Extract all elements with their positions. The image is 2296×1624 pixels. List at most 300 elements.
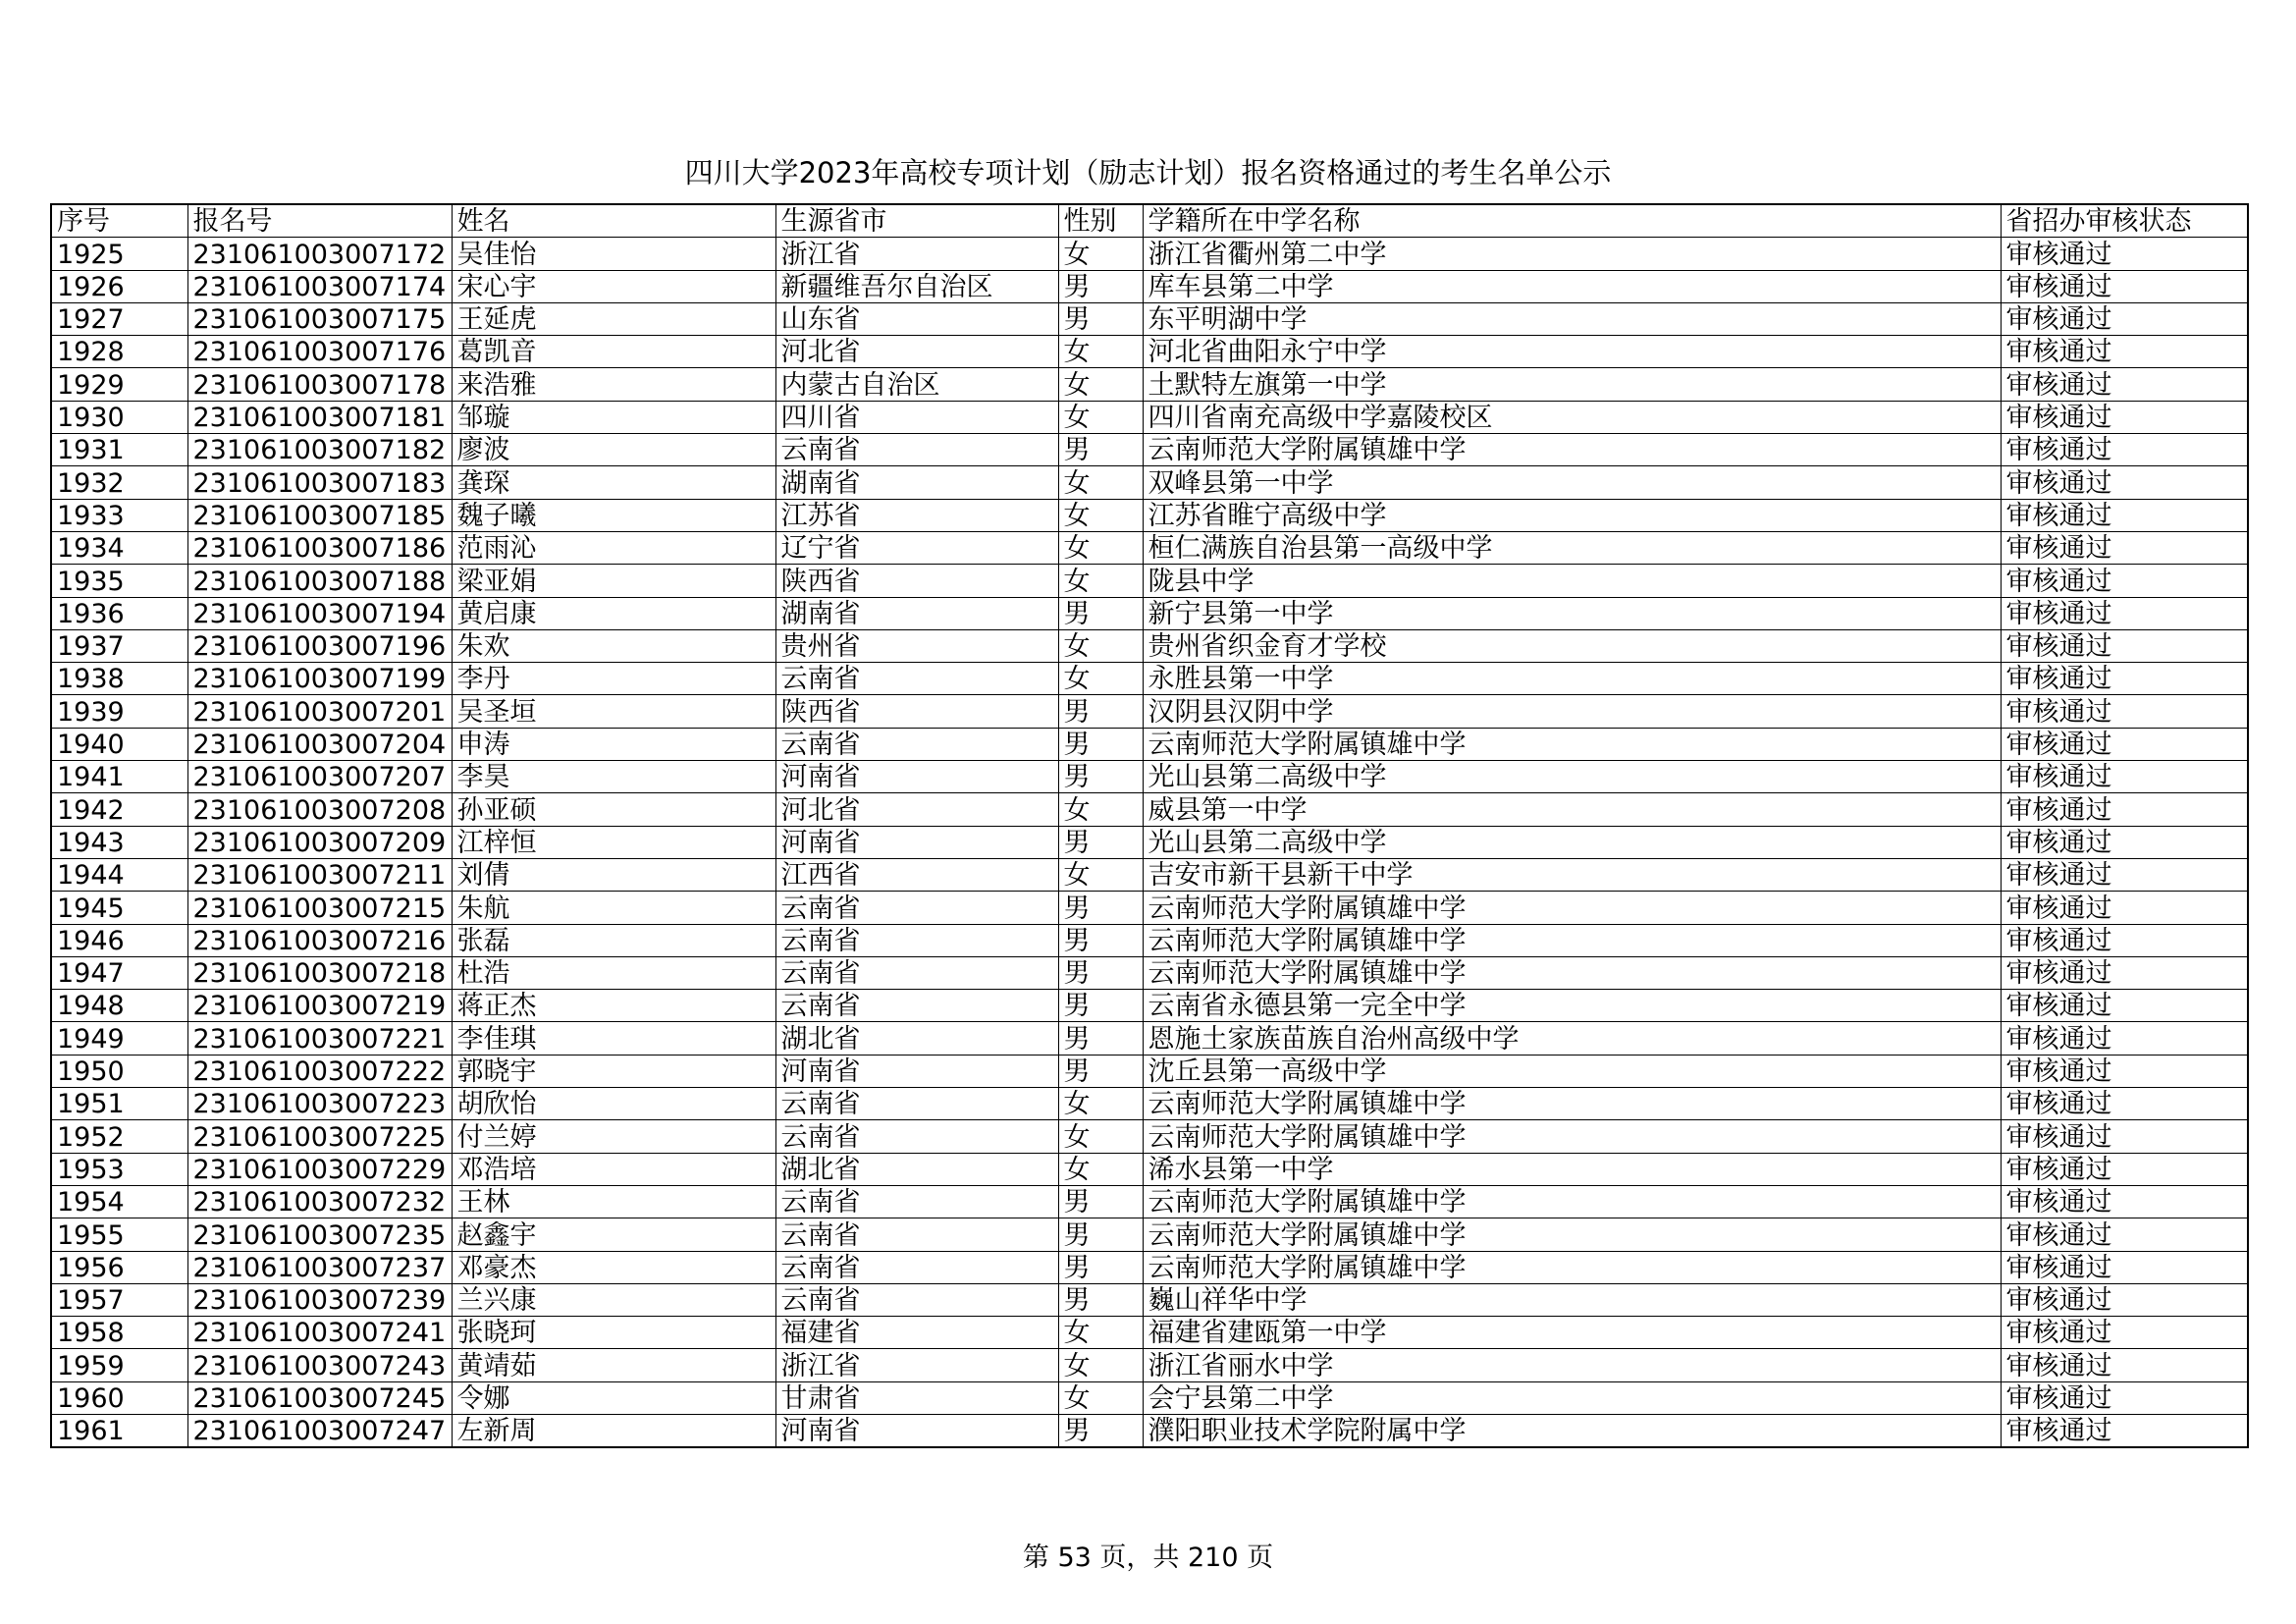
cell-registration-number: 231061003007176 — [187, 336, 452, 368]
cell-review-status: 审核通过 — [2001, 1055, 2248, 1087]
cell-review-status: 审核通过 — [2001, 1153, 2248, 1185]
cell-review-status: 审核通过 — [2001, 826, 2248, 858]
cell-review-status: 审核通过 — [2001, 1414, 2248, 1447]
table-row — [51, 924, 2248, 956]
cell-province: 云南省 — [775, 1088, 1058, 1120]
cell-name: 胡欣怡 — [452, 1088, 775, 1120]
header-gender: 性别 — [1058, 204, 1143, 238]
cell-gender: 女 — [1058, 499, 1143, 531]
cell-review-status: 审核通过 — [2001, 956, 2248, 989]
cell-province: 江苏省 — [775, 499, 1058, 531]
cell-review-status: 审核通过 — [2001, 761, 2248, 793]
cell-review-status: 审核通过 — [2001, 1218, 2248, 1251]
cell-name: 孙亚硕 — [452, 793, 775, 826]
cell-registration-number: 231061003007218 — [187, 956, 452, 989]
cell-school: 光山县第二高级中学 — [1143, 826, 2001, 858]
cell-province: 辽宁省 — [775, 531, 1058, 564]
cell-name: 梁亚娟 — [452, 565, 775, 597]
cell-name: 蒋正杰 — [452, 990, 775, 1022]
table-row — [51, 663, 2248, 695]
table-row — [51, 238, 2248, 270]
table-row — [51, 956, 2248, 989]
cell-gender: 男 — [1058, 1022, 1143, 1055]
cell-review-status: 审核通过 — [2001, 990, 2248, 1022]
cell-school: 东平明湖中学 — [1143, 302, 2001, 335]
cell-review-status: 审核通过 — [2001, 1185, 2248, 1218]
cell-name: 杜浩 — [452, 956, 775, 989]
cell-province: 内蒙古自治区 — [775, 368, 1058, 401]
cell-name: 邓豪杰 — [452, 1251, 775, 1283]
cell-school: 江苏省睢宁高级中学 — [1143, 499, 2001, 531]
cell-name: 令娜 — [452, 1381, 775, 1414]
cell-province: 陕西省 — [775, 695, 1058, 728]
cell-index: 1953 — [51, 1153, 187, 1185]
cell-school: 云南师范大学附属镇雄中学 — [1143, 956, 2001, 989]
cell-name: 来浩雅 — [452, 368, 775, 401]
cell-school: 汉阴县汉阴中学 — [1143, 695, 2001, 728]
cell-gender: 男 — [1058, 1055, 1143, 1087]
cell-gender: 男 — [1058, 892, 1143, 924]
cell-school: 云南师范大学附属镇雄中学 — [1143, 1218, 2001, 1251]
table-row — [51, 728, 2248, 760]
cell-registration-number: 231061003007221 — [187, 1022, 452, 1055]
cell-name: 张磊 — [452, 924, 775, 956]
cell-index: 1926 — [51, 270, 187, 302]
table-row — [51, 761, 2248, 793]
cell-review-status: 审核通过 — [2001, 302, 2248, 335]
cell-index: 1950 — [51, 1055, 187, 1087]
cell-school: 濮阳职业技术学院附属中学 — [1143, 1414, 2001, 1447]
cell-review-status: 审核通过 — [2001, 499, 2248, 531]
cell-name: 吴圣垣 — [452, 695, 775, 728]
cell-review-status: 审核通过 — [2001, 629, 2248, 662]
cell-registration-number: 231061003007172 — [187, 238, 452, 270]
cell-review-status: 审核通过 — [2001, 270, 2248, 302]
cell-index: 1929 — [51, 368, 187, 401]
cell-index: 1941 — [51, 761, 187, 793]
cell-province: 云南省 — [775, 663, 1058, 695]
cell-index: 1952 — [51, 1120, 187, 1153]
cell-school: 沈丘县第一高级中学 — [1143, 1055, 2001, 1087]
header-name: 姓名 — [452, 204, 775, 238]
cell-school: 浠水县第一中学 — [1143, 1153, 2001, 1185]
cell-province: 湖南省 — [775, 597, 1058, 629]
cell-name: 廖波 — [452, 434, 775, 466]
cell-school: 云南师范大学附属镇雄中学 — [1143, 1088, 2001, 1120]
cell-review-status: 审核通过 — [2001, 1120, 2248, 1153]
cell-index: 1940 — [51, 728, 187, 760]
cell-name: 左新周 — [452, 1414, 775, 1447]
cell-name: 王林 — [452, 1185, 775, 1218]
cell-school: 永胜县第一中学 — [1143, 663, 2001, 695]
cell-school: 云南师范大学附属镇雄中学 — [1143, 1185, 2001, 1218]
cell-name: 朱欢 — [452, 629, 775, 662]
cell-registration-number: 231061003007196 — [187, 629, 452, 662]
cell-registration-number: 231061003007237 — [187, 1251, 452, 1283]
cell-province: 浙江省 — [775, 238, 1058, 270]
cell-index: 1937 — [51, 629, 187, 662]
cell-index: 1938 — [51, 663, 187, 695]
cell-name: 李昊 — [452, 761, 775, 793]
cell-gender: 男 — [1058, 1251, 1143, 1283]
cell-registration-number: 231061003007239 — [187, 1283, 452, 1316]
table-row — [51, 826, 2248, 858]
cell-gender: 男 — [1058, 826, 1143, 858]
cell-registration-number: 231061003007186 — [187, 531, 452, 564]
table-row — [51, 1349, 2248, 1381]
cell-school: 浙江省衢州第二中学 — [1143, 238, 2001, 270]
cell-name: 张晓珂 — [452, 1317, 775, 1349]
cell-index: 1928 — [51, 336, 187, 368]
cell-province: 山东省 — [775, 302, 1058, 335]
table-row — [51, 990, 2248, 1022]
cell-name: 江梓恒 — [452, 826, 775, 858]
cell-registration-number: 231061003007241 — [187, 1317, 452, 1349]
cell-gender: 男 — [1058, 924, 1143, 956]
cell-index: 1945 — [51, 892, 187, 924]
cell-gender: 女 — [1058, 1088, 1143, 1120]
cell-province: 云南省 — [775, 956, 1058, 989]
table-row — [51, 1283, 2248, 1316]
cell-registration-number: 231061003007182 — [187, 434, 452, 466]
cell-review-status: 审核通过 — [2001, 1349, 2248, 1381]
cell-province: 云南省 — [775, 1283, 1058, 1316]
cell-index: 1943 — [51, 826, 187, 858]
cell-review-status: 审核通过 — [2001, 565, 2248, 597]
cell-gender: 女 — [1058, 336, 1143, 368]
cell-gender: 女 — [1058, 368, 1143, 401]
cell-index: 1931 — [51, 434, 187, 466]
cell-province: 河南省 — [775, 1055, 1058, 1087]
cell-index: 1942 — [51, 793, 187, 826]
cell-gender: 男 — [1058, 728, 1143, 760]
cell-name: 刘倩 — [452, 858, 775, 891]
table-row — [51, 302, 2248, 335]
table-row — [51, 1414, 2248, 1447]
cell-name: 郭晓宇 — [452, 1055, 775, 1087]
cell-gender: 女 — [1058, 1317, 1143, 1349]
header-index: 序号 — [51, 204, 187, 238]
cell-review-status: 审核通过 — [2001, 531, 2248, 564]
cell-review-status: 审核通过 — [2001, 793, 2248, 826]
cell-province: 新疆维吾尔自治区 — [775, 270, 1058, 302]
cell-name: 赵鑫宇 — [452, 1218, 775, 1251]
cell-index: 1925 — [51, 238, 187, 270]
cell-gender: 男 — [1058, 695, 1143, 728]
table-row — [51, 270, 2248, 302]
header-registration-number: 报名号 — [187, 204, 452, 238]
cell-name: 邹璇 — [452, 401, 775, 433]
cell-school: 河北省曲阳永宁中学 — [1143, 336, 2001, 368]
header-province: 生源省市 — [775, 204, 1058, 238]
header-review-status: 省招办审核状态 — [2001, 204, 2248, 238]
cell-index: 1932 — [51, 466, 187, 499]
table-row — [51, 1317, 2248, 1349]
cell-review-status: 审核通过 — [2001, 336, 2248, 368]
cell-province: 福建省 — [775, 1317, 1058, 1349]
cell-review-status: 审核通过 — [2001, 597, 2248, 629]
cell-review-status: 审核通过 — [2001, 1088, 2248, 1120]
cell-review-status: 审核通过 — [2001, 466, 2248, 499]
cell-province: 湖南省 — [775, 466, 1058, 499]
cell-gender: 女 — [1058, 1349, 1143, 1381]
cell-registration-number: 231061003007243 — [187, 1349, 452, 1381]
cell-gender: 男 — [1058, 956, 1143, 989]
cell-province: 云南省 — [775, 1185, 1058, 1218]
cell-school: 库车县第二中学 — [1143, 270, 2001, 302]
table-row — [51, 434, 2248, 466]
cell-province: 湖北省 — [775, 1022, 1058, 1055]
cell-school: 云南师范大学附属镇雄中学 — [1143, 924, 2001, 956]
cell-school: 福建省建瓯第一中学 — [1143, 1317, 2001, 1349]
cell-school: 新宁县第一中学 — [1143, 597, 2001, 629]
cell-registration-number: 231061003007175 — [187, 302, 452, 335]
cell-registration-number: 231061003007185 — [187, 499, 452, 531]
table-row — [51, 466, 2248, 499]
table-row — [51, 629, 2248, 662]
table-row — [51, 1088, 2248, 1120]
cell-province: 云南省 — [775, 892, 1058, 924]
cell-gender: 男 — [1058, 1283, 1143, 1316]
table-row — [51, 565, 2248, 597]
cell-index: 1944 — [51, 858, 187, 891]
table-row — [51, 1251, 2248, 1283]
cell-index: 1956 — [51, 1251, 187, 1283]
cell-name: 范雨沁 — [452, 531, 775, 564]
cell-school: 贵州省织金育才学校 — [1143, 629, 2001, 662]
cell-index: 1927 — [51, 302, 187, 335]
cell-review-status: 审核通过 — [2001, 1283, 2248, 1316]
cell-index: 1948 — [51, 990, 187, 1022]
table-row — [51, 858, 2248, 891]
cell-gender: 女 — [1058, 793, 1143, 826]
cell-registration-number: 231061003007199 — [187, 663, 452, 695]
cell-province: 云南省 — [775, 1251, 1058, 1283]
table-row — [51, 695, 2248, 728]
table-row — [51, 1218, 2248, 1251]
table-row — [51, 1055, 2248, 1087]
document-title: 四川大学2023年高校专项计划（励志计划）报名资格通过的考生名单公示 — [684, 156, 1612, 189]
cell-province: 河南省 — [775, 761, 1058, 793]
cell-index: 1930 — [51, 401, 187, 433]
cell-school: 土默特左旗第一中学 — [1143, 368, 2001, 401]
cell-name: 李丹 — [452, 663, 775, 695]
cell-province: 河北省 — [775, 336, 1058, 368]
cell-review-status: 审核通过 — [2001, 1317, 2248, 1349]
page-footer: 第 53 页，共 210 页 — [1022, 1543, 1274, 1573]
cell-registration-number: 231061003007222 — [187, 1055, 452, 1087]
table-row — [51, 1185, 2248, 1218]
cell-name: 吴佳怡 — [452, 238, 775, 270]
cell-province: 贵州省 — [775, 629, 1058, 662]
cell-name: 李佳琪 — [452, 1022, 775, 1055]
cell-review-status: 审核通过 — [2001, 924, 2248, 956]
cell-review-status: 审核通过 — [2001, 238, 2248, 270]
cell-index: 1946 — [51, 924, 187, 956]
cell-index: 1934 — [51, 531, 187, 564]
cell-school: 云南师范大学附属镇雄中学 — [1143, 892, 2001, 924]
cell-name: 王延虎 — [452, 302, 775, 335]
cell-school: 会宁县第二中学 — [1143, 1381, 2001, 1414]
cell-school: 云南省永德县第一完全中学 — [1143, 990, 2001, 1022]
cell-gender: 女 — [1058, 663, 1143, 695]
cell-name: 兰兴康 — [452, 1283, 775, 1316]
cell-review-status: 审核通过 — [2001, 1022, 2248, 1055]
cell-registration-number: 231061003007216 — [187, 924, 452, 956]
cell-registration-number: 231061003007183 — [187, 466, 452, 499]
cell-gender: 女 — [1058, 629, 1143, 662]
cell-school: 云南师范大学附属镇雄中学 — [1143, 728, 2001, 760]
cell-review-status: 审核通过 — [2001, 858, 2248, 891]
cell-index: 1951 — [51, 1088, 187, 1120]
cell-index: 1959 — [51, 1349, 187, 1381]
cell-school: 桓仁满族自治县第一高级中学 — [1143, 531, 2001, 564]
table-row — [51, 1153, 2248, 1185]
cell-gender: 男 — [1058, 1218, 1143, 1251]
table-row — [51, 401, 2248, 433]
cell-index: 1958 — [51, 1317, 187, 1349]
table-row — [51, 336, 2248, 368]
cell-gender: 男 — [1058, 270, 1143, 302]
cell-gender: 男 — [1058, 990, 1143, 1022]
cell-review-status: 审核通过 — [2001, 1251, 2248, 1283]
cell-province: 河南省 — [775, 826, 1058, 858]
cell-province: 四川省 — [775, 401, 1058, 433]
cell-school: 云南师范大学附属镇雄中学 — [1143, 1120, 2001, 1153]
cell-province: 江西省 — [775, 858, 1058, 891]
cell-registration-number: 231061003007207 — [187, 761, 452, 793]
cell-registration-number: 231061003007225 — [187, 1120, 452, 1153]
cell-index: 1949 — [51, 1022, 187, 1055]
cell-province: 陕西省 — [775, 565, 1058, 597]
cell-registration-number: 231061003007235 — [187, 1218, 452, 1251]
cell-registration-number: 231061003007194 — [187, 597, 452, 629]
cell-registration-number: 231061003007204 — [187, 728, 452, 760]
cell-school: 云南师范大学附属镇雄中学 — [1143, 434, 2001, 466]
cell-gender: 女 — [1058, 1381, 1143, 1414]
cell-province: 云南省 — [775, 1218, 1058, 1251]
cell-review-status: 审核通过 — [2001, 401, 2248, 433]
cell-index: 1947 — [51, 956, 187, 989]
cell-review-status: 审核通过 — [2001, 695, 2248, 728]
cell-index: 1961 — [51, 1414, 187, 1447]
cell-index: 1939 — [51, 695, 187, 728]
cell-gender: 男 — [1058, 302, 1143, 335]
cell-review-status: 审核通过 — [2001, 728, 2248, 760]
cell-gender: 女 — [1058, 565, 1143, 597]
cell-province: 湖北省 — [775, 1153, 1058, 1185]
cell-name: 付兰婷 — [452, 1120, 775, 1153]
cell-name: 黄启康 — [452, 597, 775, 629]
table-row — [51, 597, 2248, 629]
cell-registration-number: 231061003007208 — [187, 793, 452, 826]
cell-gender: 女 — [1058, 401, 1143, 433]
table-row — [51, 368, 2248, 401]
cell-name: 宋心宇 — [452, 270, 775, 302]
cell-name: 魏子曦 — [452, 499, 775, 531]
cell-registration-number: 231061003007174 — [187, 270, 452, 302]
table-row — [51, 1120, 2248, 1153]
cell-province: 云南省 — [775, 728, 1058, 760]
cell-registration-number: 231061003007223 — [187, 1088, 452, 1120]
cell-index: 1936 — [51, 597, 187, 629]
cell-review-status: 审核通过 — [2001, 663, 2248, 695]
cell-school: 恩施土家族苗族自治州高级中学 — [1143, 1022, 2001, 1055]
cell-province: 云南省 — [775, 990, 1058, 1022]
table-body — [51, 238, 2248, 1447]
cell-school: 双峰县第一中学 — [1143, 466, 2001, 499]
cell-registration-number: 231061003007245 — [187, 1381, 452, 1414]
cell-province: 甘肃省 — [775, 1381, 1058, 1414]
cell-school: 四川省南充高级中学嘉陵校区 — [1143, 401, 2001, 433]
cell-name: 邓浩培 — [452, 1153, 775, 1185]
cell-province: 河南省 — [775, 1414, 1058, 1447]
cell-school: 浙江省丽水中学 — [1143, 1349, 2001, 1381]
cell-province: 云南省 — [775, 924, 1058, 956]
cell-gender: 男 — [1058, 1185, 1143, 1218]
cell-province: 河北省 — [775, 793, 1058, 826]
cell-index: 1955 — [51, 1218, 187, 1251]
cell-registration-number: 231061003007181 — [187, 401, 452, 433]
cell-province: 云南省 — [775, 1120, 1058, 1153]
cell-gender: 男 — [1058, 761, 1143, 793]
candidate-table — [50, 203, 2249, 1448]
cell-name: 申涛 — [452, 728, 775, 760]
header-school: 学籍所在中学名称 — [1143, 204, 2001, 238]
cell-name: 葛凯音 — [452, 336, 775, 368]
cell-registration-number: 231061003007229 — [187, 1153, 452, 1185]
cell-school: 陇县中学 — [1143, 565, 2001, 597]
cell-gender: 女 — [1058, 1120, 1143, 1153]
cell-index: 1933 — [51, 499, 187, 531]
cell-review-status: 审核通过 — [2001, 434, 2248, 466]
cell-gender: 女 — [1058, 238, 1143, 270]
cell-registration-number: 231061003007219 — [187, 990, 452, 1022]
cell-school: 吉安市新干县新干中学 — [1143, 858, 2001, 891]
cell-registration-number: 231061003007188 — [187, 565, 452, 597]
table-header-row — [51, 204, 2248, 238]
cell-province: 云南省 — [775, 434, 1058, 466]
cell-school: 光山县第二高级中学 — [1143, 761, 2001, 793]
cell-gender: 女 — [1058, 466, 1143, 499]
table-row — [51, 1022, 2248, 1055]
cell-registration-number: 231061003007247 — [187, 1414, 452, 1447]
cell-name: 朱航 — [452, 892, 775, 924]
table-row — [51, 892, 2248, 924]
cell-index: 1954 — [51, 1185, 187, 1218]
cell-index: 1935 — [51, 565, 187, 597]
cell-gender: 女 — [1058, 1153, 1143, 1185]
table-row — [51, 531, 2248, 564]
cell-school: 云南师范大学附属镇雄中学 — [1143, 1251, 2001, 1283]
cell-registration-number: 231061003007211 — [187, 858, 452, 891]
cell-school: 威县第一中学 — [1143, 793, 2001, 826]
table-row — [51, 793, 2248, 826]
cell-gender: 男 — [1058, 434, 1143, 466]
cell-registration-number: 231061003007215 — [187, 892, 452, 924]
cell-gender: 男 — [1058, 597, 1143, 629]
cell-province: 浙江省 — [775, 1349, 1058, 1381]
table-row — [51, 1381, 2248, 1414]
cell-review-status: 审核通过 — [2001, 368, 2248, 401]
cell-name: 黄靖茹 — [452, 1349, 775, 1381]
cell-gender: 男 — [1058, 1414, 1143, 1447]
cell-review-status: 审核通过 — [2001, 892, 2248, 924]
cell-registration-number: 231061003007201 — [187, 695, 452, 728]
cell-index: 1960 — [51, 1381, 187, 1414]
cell-registration-number: 231061003007209 — [187, 826, 452, 858]
table-row — [51, 499, 2248, 531]
